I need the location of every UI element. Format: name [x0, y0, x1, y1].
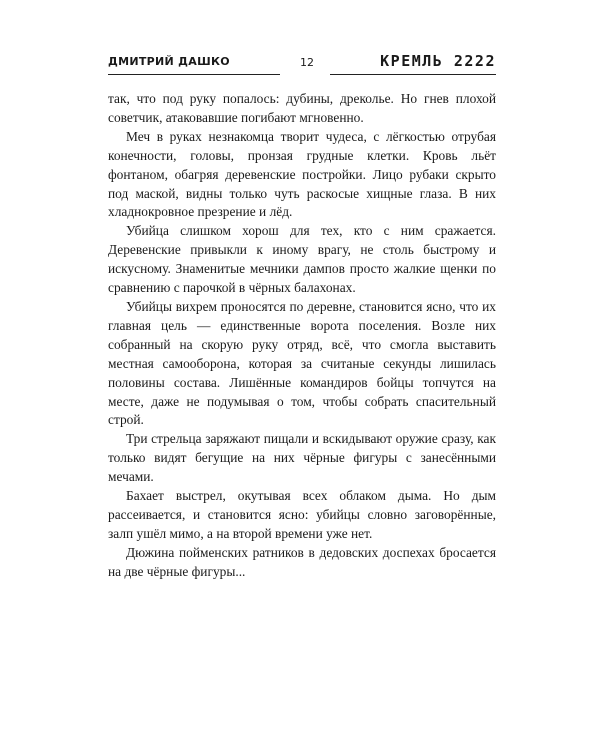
page-number: 12: [300, 56, 314, 69]
paragraph: Убийцы вихрем проносятся по деревне, становится ясно, что их главная цель — единственные ворота поселения. Возле них собранный на скорую руку отряд, всё, что смогла выставить местная самооборона, которая за считаные секунды лишилась половины состава. Лишённые командиров бойцы топчутся на месте, даже не подумывая о том, чтобы собрать спасительный строй.: [108, 298, 496, 428]
paragraph: Убийца слишком хорош для тех, кто с ним сражается. Деревенские привыкли к иному врагу, не столь быстрому и искусному. Знаменитые мечники дампов просто жалкие щенки по сравнению с парочкой в чёрных балахонах.: [108, 223, 496, 296]
paragraph: Бахает выстрел, окутывая всех облаком дыма. Но дым рассеивается, и становится ясно: убийцы словно заговорённые, залп ушёл мимо, а на второй времени уже нет.: [108, 488, 496, 541]
paragraph: так, что под руку попалось: дубины, дреколье. Но гнев плохой советчик, атаковавшие погибают мгновенно.: [108, 91, 496, 125]
paragraph: Три стрельца заряжают пищали и вскидывают оружие сразу, как только видят бегущие на них чёрные фигуры с занесёнными мечами.: [108, 431, 496, 485]
book-title: КРЕМЛЬ 2222: [380, 52, 496, 70]
author-name: ДМИТРИЙ ДАШКО: [108, 55, 230, 68]
running-header: [108, 52, 496, 81]
header-rule-left: [108, 74, 280, 75]
page-body: [108, 90, 496, 582]
paragraph: Дюжина пойменских ратников в дедовских доспехах бросается на две чёрные фигуры...: [108, 544, 496, 579]
paragraph: Меч в руках незнакомца творит чудеса, с лёгкостью отрубая конечности, головы, пронзая грудные клетки. Кровь льёт фонтаном, обагряя деревенские постройки. Лицо рубаки скрыто под маской, видны только чуть раскосые хищные глаза. В них хладнокровное презрение и лёд.: [108, 128, 496, 220]
header-rule-right: [330, 74, 496, 75]
